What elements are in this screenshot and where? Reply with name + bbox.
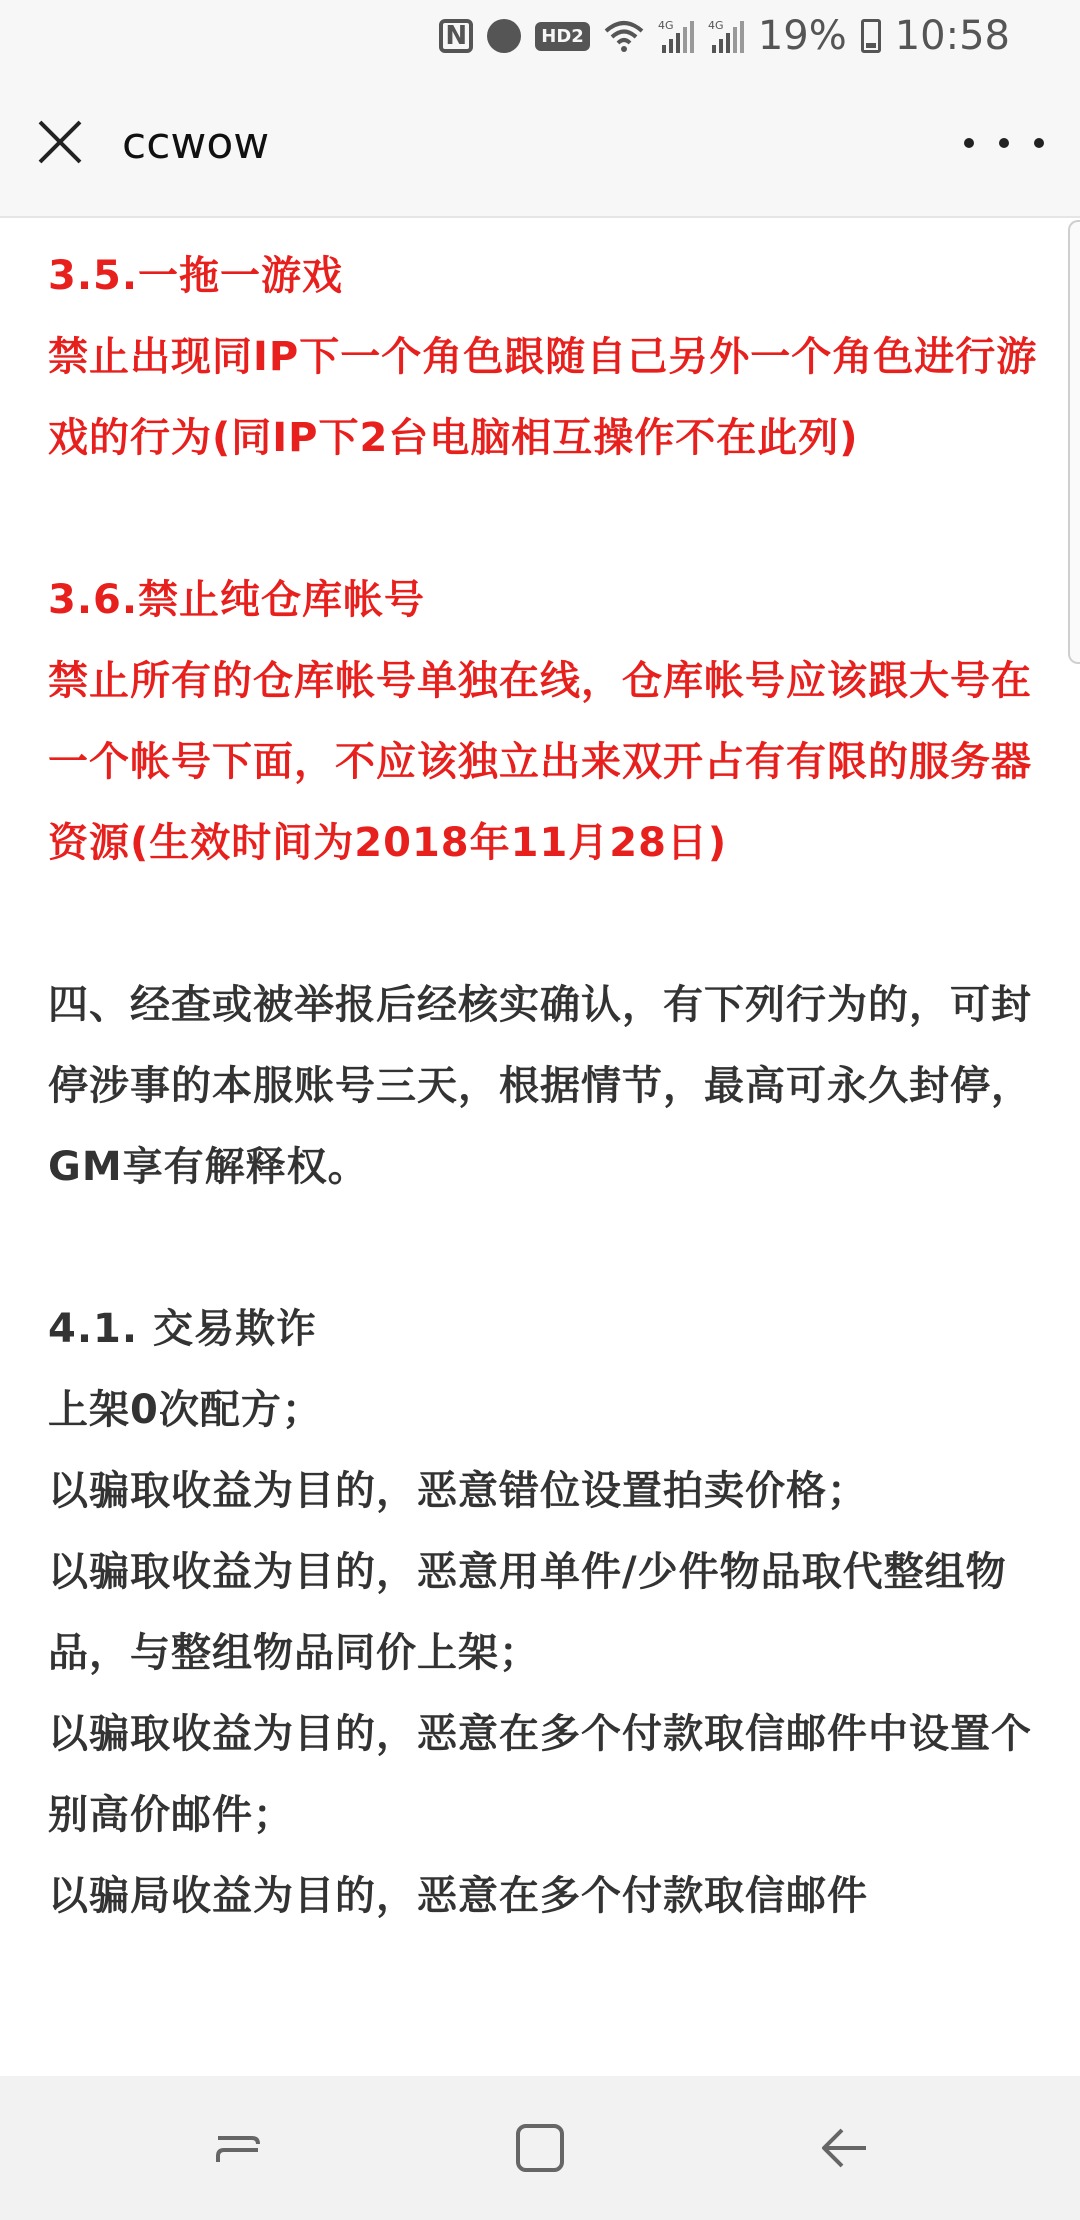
section-4-intro: 四、经查或被举报后经核实确认，有下列行为的，可封停涉事的本服账号三天，根据情节，最高可永久封停，GM享有解释权。 — [48, 982, 1032, 1190]
battery-percent: 19% — [757, 13, 847, 59]
section-3-5-heading: 3.5.一拖一游戏 — [48, 253, 344, 299]
home-button[interactable] — [510, 2118, 570, 2178]
section-3-6-body: 禁止所有的仓库帐号单独在线，仓库帐号应该跟大号在一个帐号下面，不应该独立出来双开占有有限的服务器资源(生效时间为2018年11月28日) — [48, 658, 1032, 866]
more-icon-dot-1 — [964, 138, 974, 148]
more-options-button[interactable] — [964, 118, 1044, 168]
article-body — [48, 236, 1038, 1937]
nfc-icon: N — [439, 19, 473, 53]
section-3-6-heading: 3.6.禁止纯仓库帐号 — [48, 577, 426, 623]
more-icon-dot-3 — [1034, 138, 1044, 148]
paragraph-gap — [48, 884, 1038, 965]
section-4-1-item: 上架0次配方； — [48, 1387, 323, 1433]
section-4-1-item: 以骗取收益为目的，恶意错位设置拍卖价格； — [48, 1468, 868, 1514]
cell-signal-1-icon — [658, 19, 694, 53]
section-4-1-item: 以骗取收益为目的，恶意用单件/少件物品取代整组物品，与整组物品同价上架； — [48, 1549, 1007, 1676]
home-icon — [510, 2118, 570, 2178]
close-button[interactable] — [30, 112, 90, 172]
status-bar — [0, 0, 1080, 72]
scrollbar[interactable] — [1068, 220, 1080, 664]
close-icon — [30, 112, 90, 172]
title-bar — [0, 72, 1080, 218]
hd-voice-icon: HD2 — [535, 22, 590, 51]
alarm-icon — [487, 19, 521, 53]
section-4-1-heading: 4.1. 交易欺诈 — [48, 1306, 317, 1352]
signal-2-label: 4G — [707, 19, 724, 32]
back-button[interactable] — [816, 2118, 876, 2178]
section-3-5-body: 禁止出现同IP下一个角色跟随自己另外一个角色进行游戏的行为(同IP下2台电脑相互操作不在此列) — [48, 334, 1038, 461]
section-4-1-item: 以骗取收益为目的，恶意在多个付款取信邮件中设置个别高价邮件； — [48, 1711, 1032, 1838]
back-icon — [816, 2118, 876, 2178]
clock: 10:58 — [894, 13, 1010, 59]
battery-icon — [861, 19, 881, 53]
wifi-icon — [604, 19, 644, 53]
paragraph-gap — [48, 479, 1038, 560]
paragraph-gap — [48, 1208, 1038, 1289]
recent-apps-button[interactable] — [208, 2118, 268, 2178]
section-4-1-item: 以骗局收益为目的，恶意在多个付款取信邮件 — [48, 1873, 868, 1919]
more-icon-dot-2 — [999, 138, 1009, 148]
recent-apps-icon — [208, 2118, 268, 2178]
navigation-bar — [0, 2076, 1080, 2220]
cell-signal-2-icon — [708, 19, 744, 53]
status-icons — [439, 0, 1010, 72]
page-title: ccwow — [122, 118, 270, 169]
webview-content[interactable] — [0, 218, 1080, 2038]
signal-1-label: 4G — [657, 19, 674, 32]
